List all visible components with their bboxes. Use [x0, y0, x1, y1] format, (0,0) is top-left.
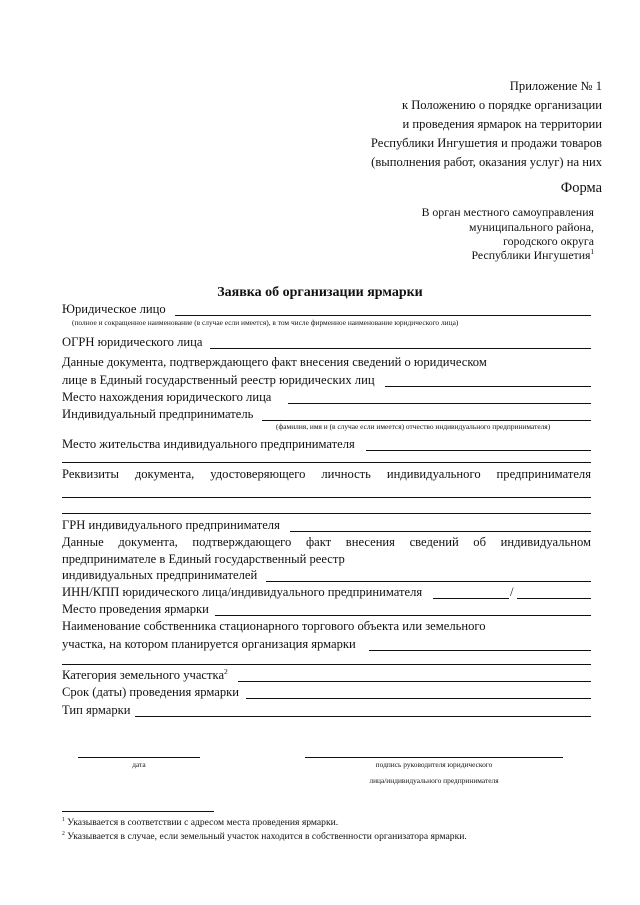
location-label: Место нахождения юридического лица — [62, 390, 272, 404]
appendix-number: Приложение № 1 — [509, 79, 602, 93]
footnote-ref-2: 2 — [224, 666, 228, 676]
egrul-doc-label: лице в Единый государственный реестр юридических лиц — [62, 373, 375, 387]
date-line[interactable] — [78, 757, 200, 758]
appendix-line: (выполнения работ, оказания услуг) на них — [371, 155, 602, 169]
egrul-doc-label: Данные документа, подтверждающего факт внесения сведений о юридическом — [62, 355, 487, 369]
inn-line[interactable] — [433, 598, 509, 599]
egrip-doc-label: Данные документа, подтверждающего факт внесения сведений об индивидуальном — [62, 535, 591, 549]
addressee-line: муниципального района, — [469, 220, 594, 234]
dates-line[interactable] — [246, 698, 591, 699]
signature-line[interactable] — [305, 757, 563, 758]
owner-line-2[interactable] — [62, 664, 591, 665]
inn-kpp-separator: / — [510, 585, 514, 599]
egrip-doc-label: предпринимателе в Единый государственный реестр — [62, 552, 345, 566]
location-line[interactable] — [288, 403, 591, 404]
addressee-line — [472, 248, 594, 263]
footnote-ref-1: 1 — [590, 248, 594, 257]
ogrn-line[interactable] — [210, 348, 591, 349]
footnote-number: 1 — [62, 816, 65, 823]
land-category-line[interactable] — [238, 681, 591, 682]
residence-line-2[interactable] — [62, 462, 591, 463]
owner-line[interactable] — [369, 650, 591, 651]
egrip-doc-label: индивидуальных предпринимателей — [62, 568, 258, 582]
grn-line[interactable] — [290, 531, 591, 532]
footnote-text: Указывается в соответствии с адресом места проведения ярмарки. — [67, 817, 339, 828]
legal-entity-line[interactable] — [175, 315, 591, 316]
addressee-line: городского округа — [503, 234, 594, 248]
fair-type-label: Тип ярмарки — [62, 703, 131, 717]
owner-label: Наименование собственника стационарного торгового объекта или земельного — [62, 619, 486, 633]
id-doc-label: Реквизиты документа, удостоверяющего личность индивидуального предпринимателя — [62, 467, 591, 481]
land-category-label — [62, 668, 228, 683]
entrepreneur-hint: (фамилия, имя и (в случае если имеется) отчество индивидуального предпринимателя) — [276, 422, 551, 431]
fair-type-line[interactable] — [135, 716, 591, 717]
dates-label: Срок (даты) проведения ярмарки — [62, 685, 240, 699]
appendix-line: к Положению о порядке организации — [401, 98, 602, 112]
footnote-number: 2 — [62, 830, 65, 837]
addressee-region: Республики Ингушетия — [471, 248, 591, 262]
footnote-separator — [62, 811, 214, 812]
appendix-line: и проведения ярмарок на территории — [402, 117, 602, 131]
egrip-doc-line[interactable] — [266, 581, 591, 582]
form-label: Форма — [560, 180, 602, 196]
appendix-line: Республики Ингушетия и продажи товаров — [370, 136, 602, 150]
legal-entity-hint: (полное и сокращенное наименование (в случае если имеется), в том числе фирменное наименование юридического лица) — [72, 318, 459, 327]
id-doc-line-2[interactable] — [62, 513, 591, 514]
kpp-line[interactable] — [517, 598, 591, 599]
date-label: дата — [132, 760, 146, 769]
ogrn-label: ОГРН юридического лица — [62, 335, 203, 349]
id-doc-line[interactable] — [62, 497, 591, 498]
land-category-text: Категория земельного участка — [62, 668, 225, 682]
fair-place-label: Место проведения ярмарки — [62, 602, 209, 616]
residence-line[interactable] — [366, 450, 591, 451]
signature-label: лица/индивидуального предпринимателя — [369, 776, 499, 785]
entrepreneur-label: Индивидуальный предприниматель — [62, 407, 254, 421]
footnote-text: Указывается в случае, если земельный участок находится в собственности организатора ярмарки. — [67, 831, 467, 842]
footnote-1 — [62, 817, 338, 828]
addressee-line: В орган местного самоуправления — [421, 205, 594, 219]
document-title: Заявка об организации ярмарки — [217, 285, 423, 300]
footnote-2 — [62, 831, 467, 842]
legal-entity-label: Юридическое лицо — [62, 302, 166, 316]
egrul-doc-line[interactable] — [385, 386, 591, 387]
residence-label: Место жительства индивидуального предпринимателя — [62, 437, 355, 451]
inn-kpp-label: ИНН/КПП юридического лица/индивидуального предпринимателя — [62, 585, 423, 599]
owner-label: участка, на котором планируется организация ярмарки — [62, 637, 356, 651]
entrepreneur-line[interactable] — [262, 420, 591, 421]
grn-label: ГРН индивидуального предпринимателя — [62, 518, 280, 532]
signature-label: подпись руководителя юридического — [375, 760, 493, 769]
fair-place-line[interactable] — [215, 615, 591, 616]
